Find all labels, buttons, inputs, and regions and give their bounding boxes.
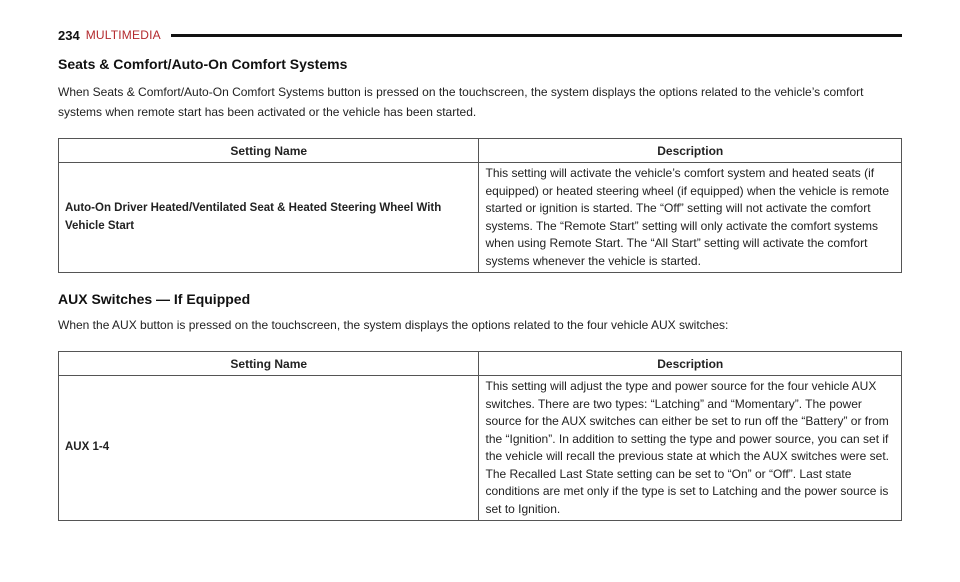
table-row [59, 376, 902, 521]
setting-name-cell: Auto-On Driver Heated/Ventilated Seat & Heated Steering Wheel With Vehicle Start [59, 163, 479, 273]
column-header-description: Description [479, 139, 902, 163]
column-header-description: Description [479, 352, 902, 376]
settings-table-comfort [58, 138, 902, 273]
table-header-row [59, 352, 902, 376]
column-header-setting-name: Setting Name [59, 352, 479, 376]
setting-description-cell: This setting will activate the vehicle’s comfort system and heated seats (if equipped) or heated steering wheel (if equipped) when the vehicle is remote started or ignition is started. The “Off” setting will not activate the comfort systems. The “Remote Start” setting will only activate the comfort systems when using Remote Start. The “All Start” setting will activate the comfort systems whenever the vehicle is started. [479, 163, 902, 273]
section-heading-comfort: Seats & Comfort/Auto-On Comfort Systems [58, 56, 348, 72]
table-header-row [59, 139, 902, 163]
setting-description-cell: This setting will adjust the type and power source for the four vehicle AUX switches. There are two types: “Latching” and “Momentary”. The power source for the AUX switches can either be set to run off the “Battery” or from the “Ignition”. In addition to setting the type and power source, you can set if the vehicle will recall the previous state at which the AUX switches were set. The Recalled Last State setting can be set to “On” or “Off”. Last state conditions are met only if the type is set to Latching and the power source is set to Ignition. [479, 376, 902, 521]
section-intro-aux: When the AUX button is pressed on the touchscreen, the system displays the options related to the four vehicle AUX switches: [58, 318, 729, 332]
section-name: MULTIMEDIA [85, 28, 161, 42]
page-header [58, 24, 902, 46]
page-content [58, 56, 902, 521]
setting-name-cell: AUX 1-4 [59, 376, 479, 521]
header-rule [171, 34, 902, 37]
page-number: 234 [58, 27, 80, 43]
section-heading-aux: AUX Switches — If Equipped [58, 291, 251, 307]
settings-table-aux [58, 351, 902, 521]
column-header-setting-name: Setting Name [59, 139, 479, 163]
section-intro-comfort: When Seats & Comfort/Auto-On Comfort Systems button is pressed on the touchscreen, the system displays the options related to the vehicle’s comfort systems when remote start has been activated or the vehicle has been started. [58, 85, 864, 119]
table-row [59, 163, 902, 273]
